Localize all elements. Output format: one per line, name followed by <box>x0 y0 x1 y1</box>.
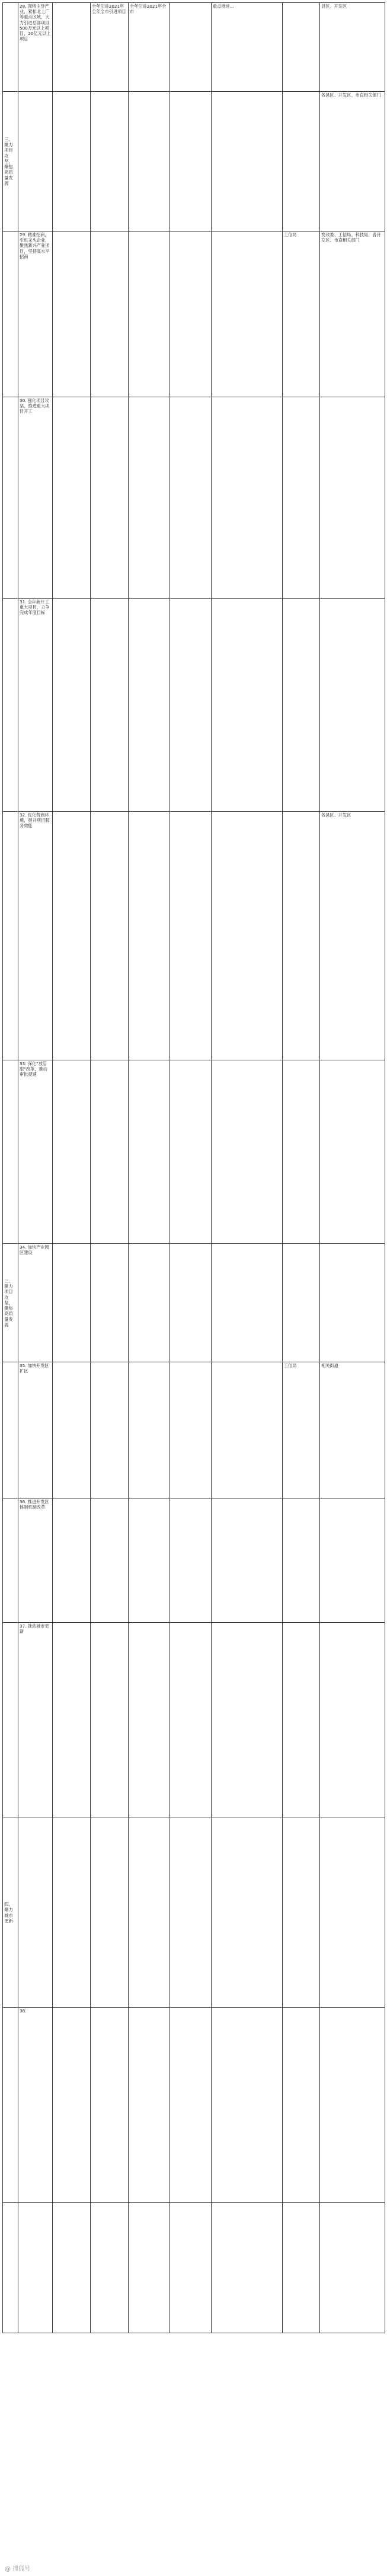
table-cell <box>53 599 91 812</box>
table-cell <box>170 92 212 231</box>
table-cell <box>3 2203 18 2333</box>
table-cell <box>212 1498 283 1623</box>
table-cell <box>283 3 320 92</box>
table-cell <box>170 231 212 397</box>
table-row <box>3 1362 385 1498</box>
table-row <box>3 1623 385 1818</box>
table-cell <box>212 1362 283 1498</box>
table-cell: 三、聚力项目攻坚，聚焦高质量发展 <box>3 1244 18 1362</box>
table-cell <box>91 231 129 397</box>
table-cell <box>283 92 320 231</box>
table-cell <box>3 1362 18 1498</box>
table-row <box>3 3 385 92</box>
table-cell: 32. 优化营商环境，提升项目服务效能 <box>18 812 53 1060</box>
table-cell <box>91 599 129 812</box>
table-cell <box>320 1060 385 1244</box>
table-cell: 28. 围绕主导产业，紧扣北上广等重点区域，大力引进总部项目500万元以上项目，20亿元以上项目 <box>18 3 53 92</box>
table-cell <box>170 1244 212 1362</box>
table-cell <box>129 92 170 231</box>
table-cell <box>170 397 212 599</box>
table-cell: 各县区、开发区 <box>320 812 385 1060</box>
table-cell <box>3 1498 18 1623</box>
table-cell <box>283 599 320 812</box>
table-cell <box>170 812 212 1060</box>
table-cell: 发改委、工信局、科技局、各开发区、市直相关部门 <box>320 231 385 397</box>
table-cell <box>91 812 129 1060</box>
table-cell <box>212 92 283 231</box>
table-cell <box>212 2203 283 2333</box>
table-cell <box>129 1244 170 1362</box>
table-cell <box>283 1060 320 1244</box>
table-cell: 相关街道 <box>320 1362 385 1498</box>
table-cell <box>283 2008 320 2203</box>
table-body <box>3 3 385 2333</box>
table-row <box>3 1244 385 1362</box>
table-cell <box>91 1498 129 1623</box>
table-cell <box>320 1818 385 2008</box>
table-cell <box>170 599 212 812</box>
table-cell <box>129 1060 170 1244</box>
table-row <box>3 1498 385 1623</box>
table-cell: 37. 推动城市更新 <box>18 1623 53 1818</box>
table-cell <box>91 92 129 231</box>
table-cell <box>53 1818 91 2008</box>
table-cell <box>170 1623 212 1818</box>
table-cell <box>53 812 91 1060</box>
table-cell <box>283 2203 320 2333</box>
table-cell <box>212 1623 283 1818</box>
table-cell: 三、聚力项目攻坚，聚焦高质量发展 <box>3 92 18 231</box>
table-cell <box>91 397 129 599</box>
table-cell <box>53 3 91 92</box>
table-cell <box>212 599 283 812</box>
table-cell <box>3 2008 18 2203</box>
table-cell <box>53 2203 91 2333</box>
watermark: @ 搜狐号 <box>5 2566 31 2572</box>
table-cell <box>170 2203 212 2333</box>
table-cell <box>170 1362 212 1498</box>
table-cell <box>3 231 18 397</box>
table-cell <box>53 1362 91 1498</box>
table-cell <box>3 1060 18 1244</box>
table-cell <box>3 1623 18 1818</box>
table-cell <box>129 397 170 599</box>
table-cell <box>53 1244 91 1362</box>
table-cell: 四、聚力城市更新 <box>3 1818 18 2008</box>
table-cell: 县区、开发区 <box>320 3 385 92</box>
table-cell <box>320 397 385 599</box>
table-cell: 38. <box>18 2008 53 2203</box>
table-cell <box>91 1362 129 1498</box>
table-row <box>3 1060 385 1244</box>
table-cell <box>170 1060 212 1244</box>
table-cell <box>283 1244 320 1362</box>
table-cell <box>91 1623 129 1818</box>
table-cell: 29. 精准招商，引进龙头企业，聚焦新兴产业项目，坚持高水平招商 <box>18 231 53 397</box>
table-row <box>3 397 385 599</box>
table-cell <box>129 599 170 812</box>
table-cell <box>53 231 91 397</box>
table-cell <box>212 1244 283 1362</box>
table-cell <box>283 812 320 1060</box>
table-cell <box>18 1818 53 2008</box>
table-cell <box>18 2203 53 2333</box>
table-cell <box>91 1060 129 1244</box>
table-cell <box>212 2008 283 2203</box>
table-cell <box>91 2203 129 2333</box>
table-cell <box>53 1060 91 1244</box>
table-cell <box>320 2008 385 2203</box>
table-cell <box>212 397 283 599</box>
table-row <box>3 231 385 397</box>
table-cell <box>283 397 320 599</box>
table-cell <box>320 1244 385 1362</box>
table-cell <box>170 1498 212 1623</box>
table-row <box>3 1818 385 2008</box>
table-row <box>3 2203 385 2333</box>
table-cell <box>283 1498 320 1623</box>
table-cell <box>170 3 212 92</box>
table-cell <box>91 1818 129 2008</box>
work-plan-table <box>2 2 385 2333</box>
table-cell: 30. 强化项目攻坚，推进重大项目开工 <box>18 397 53 599</box>
table-cell <box>3 812 18 1060</box>
table-cell <box>129 1623 170 1818</box>
table-cell <box>91 1244 129 1362</box>
table-cell <box>91 2008 129 2203</box>
table-cell <box>129 812 170 1060</box>
table-row <box>3 92 385 231</box>
table-row <box>3 599 385 812</box>
table-cell: 35. 加快开发区扩区 <box>18 1362 53 1498</box>
table-row <box>3 2008 385 2203</box>
table-cell <box>3 599 18 812</box>
table-cell <box>170 1818 212 2008</box>
table-cell: 34. 加快产业园区建设 <box>18 1244 53 1362</box>
table-cell <box>320 2203 385 2333</box>
table-cell <box>53 1623 91 1818</box>
table-cell <box>3 3 18 92</box>
table-cell <box>129 1498 170 1623</box>
table-cell <box>320 1623 385 1818</box>
table-cell <box>212 812 283 1060</box>
table-cell <box>212 1060 283 1244</box>
table-cell <box>283 1818 320 2008</box>
table-cell: 各县区、开发区、市直相关部门 <box>320 92 385 231</box>
table-cell <box>3 397 18 599</box>
table-cell <box>170 2008 212 2203</box>
table-cell <box>320 1498 385 1623</box>
table-cell: 36. 推进开发区体制机制改革 <box>18 1498 53 1623</box>
table-cell <box>129 2203 170 2333</box>
table-cell <box>53 397 91 599</box>
table-cell <box>129 1362 170 1498</box>
table-row <box>3 812 385 1060</box>
table-cell <box>129 231 170 397</box>
table-cell <box>18 92 53 231</box>
table-cell <box>53 1498 91 1623</box>
table-cell <box>212 1818 283 2008</box>
table-cell <box>212 231 283 397</box>
table-cell: 工信局 <box>283 231 320 397</box>
table-cell: 31. 全年新开工重大项目，力争完成年度目标 <box>18 599 53 812</box>
table-cell: 工信局 <box>283 1362 320 1498</box>
table-cell <box>129 1818 170 2008</box>
table-cell <box>53 92 91 231</box>
table-cell: 全年引进2021年全市 <box>129 3 170 92</box>
table-cell: 全年引进2021年全年全市引进项目 <box>91 3 129 92</box>
table-cell: 重点推进... <box>212 3 283 92</box>
table-cell: 33. 深化“放管服”改革，推动审批提速 <box>18 1060 53 1244</box>
table-cell <box>283 1623 320 1818</box>
table-cell <box>53 2008 91 2203</box>
table-cell <box>129 2008 170 2203</box>
table-cell <box>320 599 385 812</box>
